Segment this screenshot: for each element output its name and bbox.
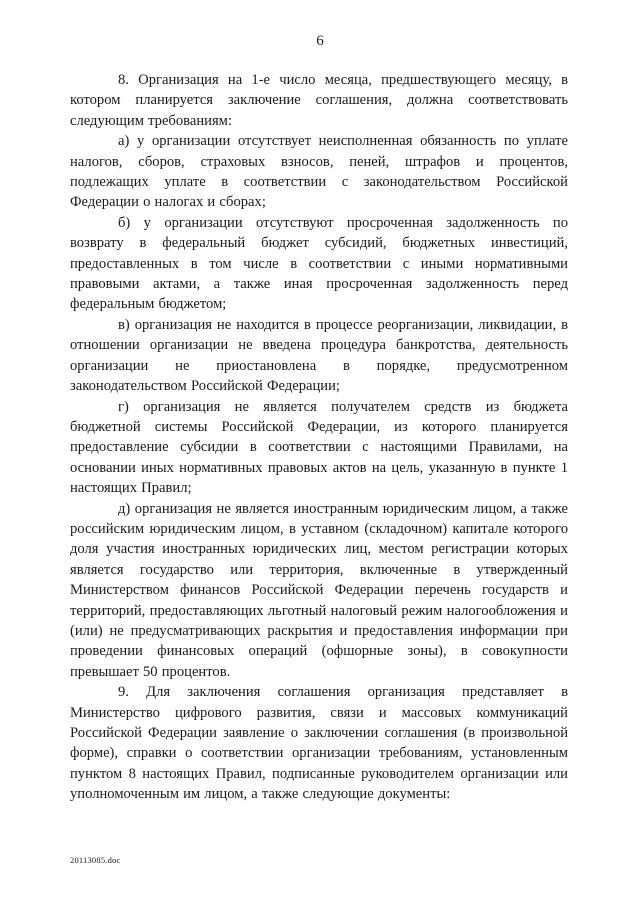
paragraph-8d: д) организация не является иностранным юридическим лицом, а также российским юридическим лицом, в уставном (складочном) капитале которого доля участия иностранных юридических лиц, местом регистрации которых является государство или территория, включенные в утвержденный Министерством финансов Российской Федерации перечень государств и территорий, предоставляющих льготный налоговый режим налогообложения и (или) не предусматривающих раскрытия и предоставления информации при проведении финансовых операций (офшорные зоны), в совокупности превышает 50 процентов. [70, 500, 568, 680]
paragraph-8b: б) у организации отсутствуют просроченная задолженность по возврату в федеральный бюджет субсидий, бюджетных инвестиций, предоставленных в том числе в соответствии с иными нормативными правовыми актами, а также иная просроченная задолженность перед федеральным бюджетом; [70, 214, 568, 313]
paragraph-8a: а) у организации отсутствует неисполненная обязанность по уплате налогов, сборов, страховых взносов, пеней, штрафов и процентов, подлежащих уплате в соответствии с законодательством Российской Федерации о налогах и сборах; [70, 133, 568, 211]
page-number: 6 [316, 33, 324, 49]
paragraph-9: 9. Для заключения соглашения организация представляет в Министерство цифрового развития, связи и массовых коммуникаций Российской Федерации заявление о заключении соглашения (в произвольной форме), справки о соответствии организации требованиям, установленным пунктом 8 настоящих Правил, подписанные руководителем организации или уполномоченным им лицом, а также следующие документы: [70, 684, 568, 803]
paragraph-8v: в) организация не находится в процессе реорганизации, ликвидации, в отношении организации не введена процедура банкротства, деятельность организации не приостановлена в порядке, предусмотренном законодательством Российской Федерации; [70, 316, 568, 395]
paragraph-8: 8. Организация на 1-е число месяца, предшествующего месяцу, в котором планируется заключение соглашения, должна соответствовать следующим требованиям: [70, 72, 568, 129]
file-name-footer: 20113085.doc [70, 855, 121, 865]
paragraph-8g: г) организация не является получателем средств из бюджета бюджетной системы Российской Федерации, из которого планируется предоставление субсидии в соответствии с настоящими Правилами, на основании иных нормативных правовых актов на цель, указанную в пункте 1 настоящих Правил; [70, 398, 568, 497]
document-body [70, 70, 568, 805]
